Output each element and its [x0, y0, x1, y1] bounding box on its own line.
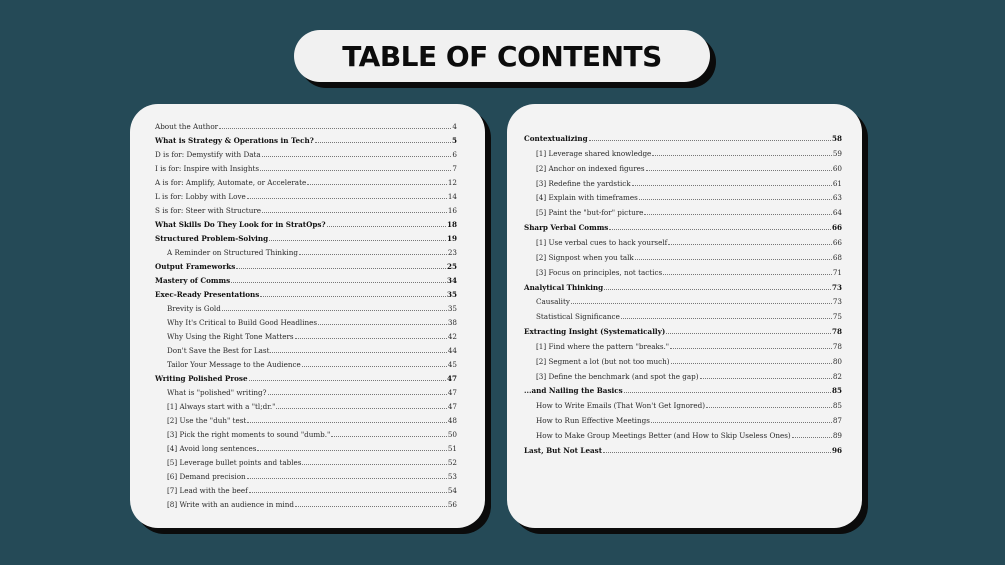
toc-entry-title: Causality — [536, 297, 570, 307]
toc-entry — [536, 238, 842, 247]
toc-entry-title: [2] Signpost when you talk — [536, 252, 634, 262]
toc-entry-title: Last, But Not Least — [524, 445, 603, 455]
toc-entry — [524, 283, 842, 292]
toc-leader-dots — [262, 212, 447, 213]
toc-entry-title: [6] Demand precision — [167, 472, 246, 481]
toc-entry-page: 66 — [831, 223, 842, 233]
toc-leader-dots — [249, 380, 446, 381]
toc-entry-page: 73 — [831, 282, 842, 292]
toc-entry-page: 44 — [447, 346, 457, 355]
toc-entry-page: 66 — [832, 237, 842, 247]
toc-leader-dots — [249, 492, 447, 493]
toc-entry-page: 47 — [447, 402, 457, 411]
toc-entry — [155, 262, 457, 271]
toc-entry — [155, 150, 457, 159]
toc-entry-title: Contextualizing — [524, 134, 588, 143]
toc-leader-dots — [646, 170, 832, 171]
toc-entry-page: 18 — [446, 220, 457, 229]
toc-leader-dots — [331, 436, 446, 437]
toc-leader-dots — [624, 392, 831, 393]
toc-entry — [167, 360, 457, 369]
toc-entry-title: What is "polished" writing? — [167, 388, 267, 397]
toc-leader-dots — [670, 348, 832, 349]
toc-entry-page: 45 — [447, 360, 457, 369]
page-title: TABLE OF CONTENTS — [342, 39, 662, 73]
toc-leader-dots — [260, 296, 446, 297]
toc-entry-page: 7 — [452, 164, 457, 173]
toc-leader-dots — [257, 450, 446, 451]
toc-entry-page: 78 — [832, 341, 842, 351]
toc-leader-dots — [269, 240, 446, 241]
toc-entry-title: D is for: Demystify with Data — [155, 150, 261, 159]
toc-leader-dots — [302, 464, 446, 465]
toc-entry — [155, 234, 457, 243]
toc-entry-title: L is for: Lobby with Love — [155, 192, 246, 201]
toc-entry — [536, 179, 842, 188]
toc-entry-page: 35 — [446, 290, 457, 299]
toc-leader-dots — [262, 156, 452, 157]
toc-entry-page: 89 — [832, 431, 842, 440]
toc-entry-page: 47 — [447, 388, 457, 397]
toc-entry — [167, 416, 457, 425]
toc-entry-title: Don't Save the Best for Last — [167, 346, 270, 355]
toc-entry-page: 80 — [832, 356, 842, 366]
toc-entry-page: 47 — [446, 374, 457, 383]
toc-entry — [167, 486, 457, 495]
toc-entry-title: Output Frameworks — [155, 262, 236, 271]
title-banner — [294, 30, 710, 82]
toc-leader-dots — [295, 338, 447, 339]
toc-entry-title: [3] Redefine the yardstick — [536, 178, 631, 188]
toc-leader-dots — [700, 378, 832, 379]
toc-entry-title: Why It's Critical to Build Good Headlines — [167, 318, 318, 327]
toc-leader-dots — [302, 366, 447, 367]
toc-entry-title: [4] Explain with timeframes — [536, 193, 638, 203]
toc-entry — [524, 327, 842, 336]
toc-entry-title: [4] Avoid long sentences — [167, 444, 257, 453]
toc-entry-title: Structured Problem-Solving — [155, 234, 269, 243]
toc-leader-dots — [231, 282, 446, 283]
toc-entry-page: 54 — [447, 486, 457, 495]
toc-entry-page: 60 — [832, 163, 842, 173]
toc-entry-title: [7] Lead with the beef — [167, 486, 248, 495]
toc-entry-page: 38 — [447, 318, 457, 327]
toc-entry-title: About the Author — [155, 122, 219, 131]
toc-entry-page: 59 — [832, 148, 842, 158]
toc-entry — [155, 206, 457, 215]
toc-leader-dots — [247, 422, 447, 423]
toc-entry-page: 71 — [832, 267, 842, 277]
toc-entry-title: Statistical Significance — [536, 312, 620, 322]
toc-entry — [524, 134, 842, 143]
toc-entry — [167, 318, 457, 327]
toc-entry — [167, 430, 457, 439]
toc-leader-dots — [318, 324, 447, 325]
toc-entry-title: [5] Paint the "but-for" picture — [536, 208, 644, 218]
toc-leader-dots — [666, 333, 831, 334]
toc-entry — [167, 500, 457, 509]
toc-entry-page: 96 — [831, 445, 842, 455]
toc-entry-page: 51 — [447, 444, 457, 453]
toc-entry-page: 52 — [447, 458, 457, 467]
toc-entry-page: 35 — [447, 304, 457, 313]
toc-entry — [536, 149, 842, 158]
toc-leader-dots — [603, 452, 831, 453]
toc-entry-page: 53 — [447, 472, 457, 481]
toc-leader-dots — [604, 289, 831, 290]
toc-entry-title: Exec-Ready Presentations — [155, 290, 260, 299]
toc-entry — [155, 220, 457, 229]
toc-entry-page: 19 — [446, 234, 457, 243]
toc-entry — [167, 346, 457, 355]
toc-entry — [536, 431, 842, 440]
toc-leader-dots — [236, 268, 446, 269]
toc-entry-title: A Reminder on Structured Thinking — [167, 248, 298, 257]
toc-entry — [524, 223, 842, 232]
toc-entry-page: 61 — [832, 178, 842, 188]
toc-entry — [524, 446, 842, 455]
toc-entry-page: 50 — [447, 430, 457, 439]
toc-entry-page: 58 — [831, 134, 842, 143]
toc-entry-page: 6 — [452, 150, 457, 159]
toc-leader-dots — [247, 478, 447, 479]
toc-entry-page: 25 — [446, 262, 457, 271]
toc-entry-title: Mastery of Comms — [155, 276, 231, 285]
toc-entry-page: 73 — [832, 297, 842, 307]
toc-entry-title: Brevity is Gold — [167, 304, 221, 313]
toc-leader-dots — [270, 352, 446, 353]
toc-page-right — [507, 104, 862, 528]
toc-leader-dots — [571, 303, 832, 304]
toc-entry-page: 85 — [832, 401, 842, 411]
toc-leader-dots — [219, 128, 451, 129]
toc-entry-page: 4 — [452, 122, 457, 131]
toc-entry — [536, 193, 842, 202]
toc-entry — [536, 208, 842, 217]
toc-leader-dots — [644, 214, 831, 215]
toc-entry — [536, 297, 842, 306]
toc-entry — [155, 192, 457, 201]
toc-entry-page: 75 — [832, 312, 842, 322]
toc-entry — [167, 472, 457, 481]
toc-leader-dots — [589, 140, 831, 141]
toc-entry-title: Why Using the Right Tone Matters — [167, 332, 294, 341]
toc-entry — [155, 276, 457, 285]
toc-leader-dots — [299, 254, 447, 255]
toc-entry-title: [1] Use verbal cues to hack yourself — [536, 237, 668, 247]
toc-entry — [155, 164, 457, 173]
toc-leader-dots — [609, 229, 831, 230]
toc-entry-title: [3] Focus on principles, not tactics — [536, 267, 663, 277]
toc-leader-dots — [663, 274, 832, 275]
toc-leader-dots — [222, 310, 447, 311]
toc-entry — [155, 122, 457, 131]
toc-leader-dots — [652, 155, 832, 156]
toc-entry-title: [3] Pick the right moments to sound "dumb." — [167, 430, 331, 439]
toc-entry — [167, 388, 457, 397]
toc-entry — [167, 248, 457, 257]
toc-leader-dots — [260, 170, 451, 171]
toc-entry — [536, 312, 842, 321]
toc-entry — [167, 458, 457, 467]
toc-leader-dots — [706, 407, 832, 408]
toc-entry — [155, 290, 457, 299]
toc-entry-title: [1] Leverage shared knowledge — [536, 148, 652, 158]
toc-entry — [155, 178, 457, 187]
toc-entry-title: How to Run Effective Meetings — [536, 416, 650, 426]
toc-leader-dots — [671, 363, 832, 364]
toc-entry-title: [5] Leverage bullet points and tables — [167, 458, 302, 467]
toc-entry — [536, 416, 842, 425]
toc-entry-title: S is for: Steer with Structure — [155, 206, 262, 215]
toc-page-left — [130, 104, 485, 528]
toc-entry-title: [2] Anchor on indexed figures — [536, 163, 645, 173]
toc-entry-page: 23 — [447, 248, 457, 257]
toc-leader-dots — [295, 506, 447, 507]
toc-entry-title: [2] Segment a lot (but not too much) — [536, 356, 670, 366]
toc-entry-title: Sharp Verbal Comms — [524, 223, 609, 233]
toc-entry — [155, 136, 457, 145]
toc-leader-dots — [792, 437, 832, 438]
toc-leader-dots — [635, 259, 832, 260]
toc-entry-title: [3] Define the benchmark (and spot the gap) — [536, 371, 699, 381]
toc-entry-title: How to Write Emails (That Won't Get Ignored) — [536, 401, 706, 411]
toc-entry — [536, 268, 842, 277]
toc-entry-page: 42 — [447, 332, 457, 341]
toc-entry — [536, 342, 842, 351]
toc-entry-title: Writing Polished Prose — [155, 374, 248, 383]
toc-entry — [536, 372, 842, 381]
toc-entry — [536, 253, 842, 262]
toc-entry-title: I is for: Inspire with Insights — [155, 164, 260, 173]
toc-entry — [536, 401, 842, 410]
toc-entry-page: 68 — [832, 252, 842, 262]
toc-entry-title: [1] Always start with a "tl;dr." — [167, 402, 276, 411]
toc-leader-dots — [639, 199, 832, 200]
toc-entry — [536, 357, 842, 366]
toc-entry-page: 87 — [832, 416, 842, 426]
toc-entry-title: What is Strategy & Operations in Tech? — [155, 136, 314, 145]
toc-entry-page: 78 — [831, 327, 842, 337]
toc-entry-title: Analytical Thinking — [524, 282, 604, 292]
toc-entry-title: Tailor Your Message to the Audience — [167, 360, 301, 369]
toc-entry-page: 56 — [447, 500, 457, 509]
toc-entry-title: ...and Nailing the Basics — [524, 386, 623, 396]
toc-leader-dots — [651, 422, 832, 423]
toc-entry — [536, 164, 842, 173]
toc-entry-page: 34 — [446, 276, 457, 285]
toc-entry-page: 16 — [447, 206, 457, 215]
toc-entry-page: 64 — [832, 208, 842, 218]
toc-entry — [167, 304, 457, 313]
toc-entry — [167, 402, 457, 411]
toc-entry — [524, 386, 842, 395]
toc-entry-title: What Skills Do They Look for in StratOps? — [155, 220, 326, 229]
toc-entry-title: [8] Write with an audience in mind — [167, 500, 294, 509]
toc-entry-page: 5 — [451, 136, 457, 145]
toc-leader-dots — [632, 185, 832, 186]
toc-entry — [167, 444, 457, 453]
toc-entry — [155, 374, 457, 383]
toc-entry-title: How to Make Group Meetings Better (and How to Skip Useless Ones) — [536, 431, 791, 440]
toc-entry — [167, 332, 457, 341]
toc-entry-title: [2] Use the "duh" test — [167, 416, 247, 425]
toc-leader-dots — [276, 408, 446, 409]
toc-entry-page: 14 — [447, 192, 457, 201]
toc-leader-dots — [307, 184, 447, 185]
toc-entry-page: 63 — [832, 193, 842, 203]
toc-leader-dots — [668, 244, 832, 245]
toc-leader-dots — [621, 318, 832, 319]
toc-leader-dots — [327, 226, 446, 227]
toc-entry-page: 82 — [832, 371, 842, 381]
toc-leader-dots — [247, 198, 447, 199]
toc-entry-page: 85 — [831, 386, 842, 396]
toc-leader-dots — [315, 142, 451, 143]
toc-leader-dots — [268, 394, 447, 395]
toc-entry-title: Extracting Insight (Systematically) — [524, 327, 666, 337]
toc-entry-title: A is for: Amplify, Automate, or Accelerate — [155, 178, 307, 187]
toc-entry-title: [1] Find where the pattern "breaks." — [536, 341, 670, 351]
toc-entry-page: 12 — [447, 178, 457, 187]
toc-entry-page: 48 — [447, 416, 457, 425]
